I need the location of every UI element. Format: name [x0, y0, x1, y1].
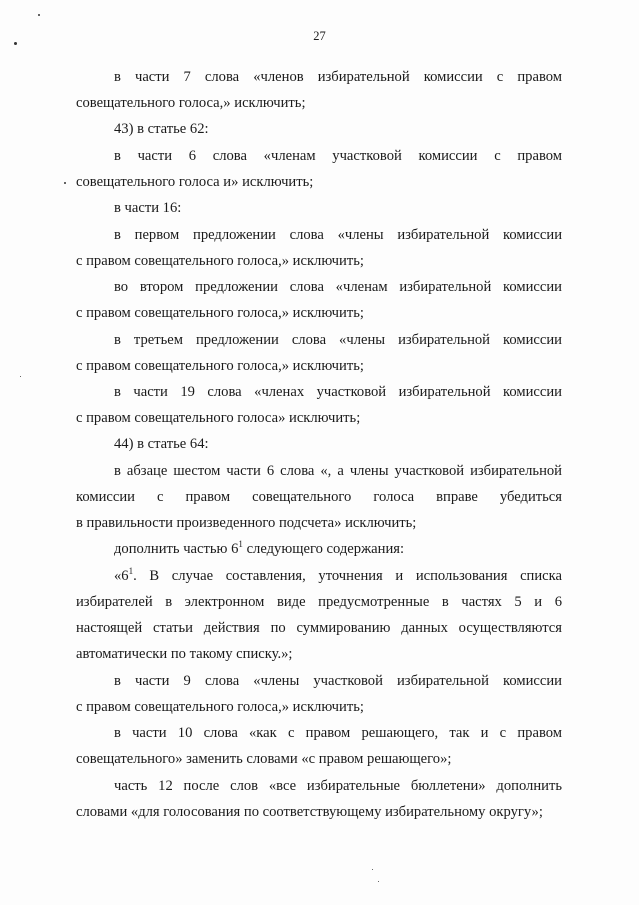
text-line: во втором предложении слова «членам избирательной комиссии [114, 279, 562, 295]
text-line: «$6^1$. В случае составления, уточнения и использования списка [114, 566, 562, 584]
text-line: с правом совещательного голоса,» исключить; [76, 699, 364, 715]
text-line: совещательного голоса,» исключить; [76, 95, 306, 111]
text-line: в части 19 слова «членах участковой избирательной комиссии [114, 384, 562, 400]
scan-speck [378, 881, 379, 882]
text-line: совещательного» заменить словами «с правом решающего»; [76, 751, 452, 767]
text-line: в первом предложении слова «члены избирательной комиссии [114, 227, 562, 243]
text-line: в части 16: [114, 200, 182, 216]
text-line: в третьем предложении слова «члены избирательной комиссии [114, 332, 562, 348]
text-line: избирателей в электронном виде предусмотренные в частях 5 и 6 [76, 594, 562, 610]
scan-speck [38, 14, 40, 16]
text-line: с правом совещательного голоса,» исключить; [76, 253, 364, 269]
text-line: дополнить частью $6^1$ следующего содержания: [114, 539, 405, 557]
text-line: в части 6 слова «членам участковой комиссии с правом [114, 148, 562, 164]
text-line: автоматически по такому списку.»; [76, 646, 293, 662]
text-line: настоящей статьи действия по суммированию данных осуществляются [76, 620, 562, 636]
scan-speck [64, 182, 66, 184]
scan-speck [14, 42, 17, 45]
text-line: словами «для голосования по соответствующему избирательному округу»; [76, 804, 543, 820]
text-line: в части 10 слова «как с правом решающего, так и с правом [114, 725, 562, 741]
scan-speck [20, 376, 21, 377]
text-line: в правильности произведенного подсчета» исключить; [76, 515, 417, 531]
scan-speck [372, 869, 373, 870]
text-line: в части 9 слова «члены участковой избирательной комиссии [114, 673, 562, 689]
text-line: в абзаце шестом части 6 слова «, а члены участковой избирательной [114, 463, 562, 479]
page-number: 27 [313, 29, 326, 43]
text-line: 44) в статье 64: [114, 436, 209, 452]
text-line: часть 12 после слов «все избирательные бюллетени» дополнить [114, 778, 562, 794]
text-line: комиссии с правом совещательного голоса вправе убедиться [76, 489, 562, 505]
text-line: в части 7 слова «членов избирательной комиссии с правом [114, 69, 562, 85]
text-line: с правом совещательного голоса,» исключить; [76, 358, 364, 374]
text-line: совещательного голоса и» исключить; [76, 174, 314, 190]
text-line: с правом совещательного голоса,» исключить; [76, 305, 364, 321]
text-line: 43) в статье 62: [114, 121, 209, 137]
text-line: с правом совещательного голоса» исключить; [76, 410, 361, 426]
